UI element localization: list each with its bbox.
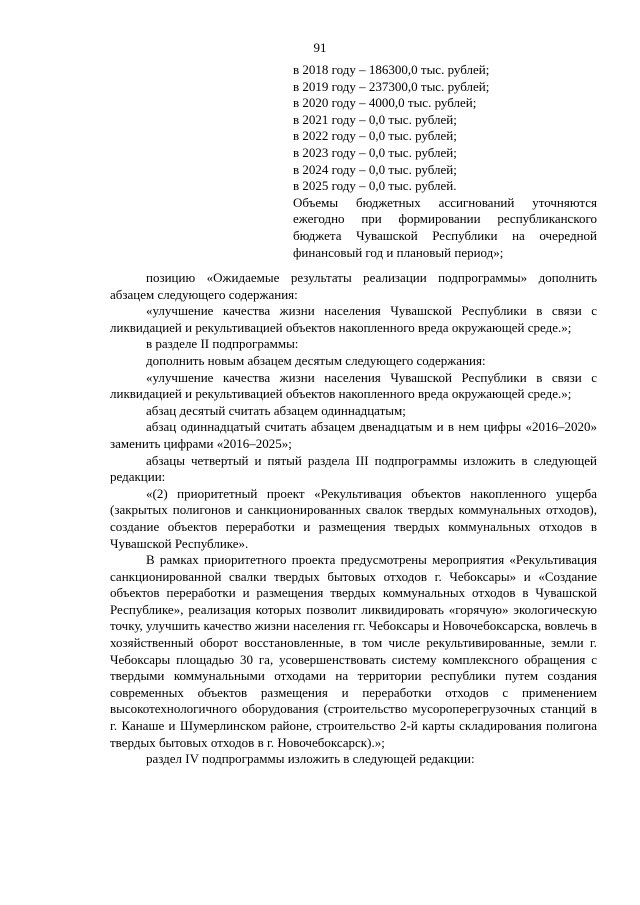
paragraph-expected-results: позицию «Ожидаемые результаты реализации подпрограммы» дополнить абзацем следующего содержания: — [110, 270, 597, 302]
funding-line-2019: в 2019 году – 237300,0 тыс. рублей; — [293, 78, 490, 94]
paragraph-tenth-to-eleventh: абзац десятый считать абзацем одиннадцатым; — [146, 402, 406, 418]
paragraph-project-activities: В рамках приоритетного проекта предусмотрены мероприятия «Рекультивация санкционированной свалки твердых бытовых отходов г. Чебоксары» и «Создание объектов переработки и размещения твердых коммунальных отходов в Чувашской Республике», реализация которых позволит ликвидировать «горячую» экологическую точку, улучшить качество жизни населения гг. Чебоксары и Новочебоксарска, вовлечь в хозяйственный оборот восстановленные, в том числе рекультивированные, земли г. Чебоксары площадью 30 га, усовершенствовать систему комплексного обращения с твердыми коммунальными отходами на территории республики путем создания современных объектов размещения и переработки отходов с применением высокотехнологичного оборудования (строительство мусороперегрузочных станций в г. Канаше и Шумерлинском районе, строительство 2-й карты складирования полигона твердых бытовых отходов в г. Новочебоксарск).»; — [110, 552, 597, 750]
funding-line-2023: в 2023 году – 0,0 тыс. рублей; — [293, 144, 457, 160]
paragraph-priority-project: «(2) приоритетный проект «Рекультивация объектов накопленного ущерба (закрытых полигонов и санкционированных свалок твердых коммунальных отходов), создание объектов переработки и размещения твердых коммунальных отходов в Чувашской Республике». — [110, 485, 597, 551]
paragraph-quote-improvement-2: «улучшение качества жизни населения Чувашской Республики в связи с ликвидацией и рекультивацией объектов накопленного вреда окружающей среде.»; — [110, 369, 597, 402]
funding-block — [293, 62, 597, 261]
paragraph-eleventh-to-twelfth: абзац одиннадцатый считать абзацем двенадцатым и в нем цифры «2016–2020» заменить цифрами «2016–2025»; — [110, 419, 597, 451]
page-number: 91 — [313, 40, 327, 55]
paragraph-section-4: раздел IV подпрограммы изложить в следующей редакции: — [146, 751, 475, 767]
funding-line-2025: в 2025 году – 0,0 тыс. рублей. — [293, 178, 457, 194]
funding-line-2020: в 2020 году – 4000,0 тыс. рублей; — [293, 95, 477, 111]
funding-line-2021: в 2021 году – 0,0 тыс. рублей; — [293, 111, 457, 127]
paragraph-quote-improvement-1: «улучшение качества жизни населения Чувашской Республики в связи с ликвидацией и рекультивацией объектов накопленного вреда окружающей среде.»; — [110, 303, 597, 335]
funding-line-2022: в 2022 году – 0,0 тыс. рублей; — [293, 128, 457, 144]
funding-note: Объемы бюджетных ассигнований уточняются ежегодно при формировании республиканского бюджета Чувашской Республики на очередной финансовый год и плановый период»; — [293, 194, 597, 260]
body-text — [110, 270, 597, 768]
paragraph-add-tenth: дополнить новым абзацем десятым следующего содержания: — [146, 352, 486, 368]
funding-line-2024: в 2024 году – 0,0 тыс. рублей; — [293, 161, 457, 177]
paragraph-section-3: абзацы четвертый и пятый раздела III подпрограммы изложить в следующей редакции: — [110, 452, 597, 485]
paragraph-section-2: в разделе II подпрограммы: — [146, 336, 299, 352]
funding-line-2018: в 2018 году – 186300,0 тыс. рублей; — [293, 62, 490, 77]
